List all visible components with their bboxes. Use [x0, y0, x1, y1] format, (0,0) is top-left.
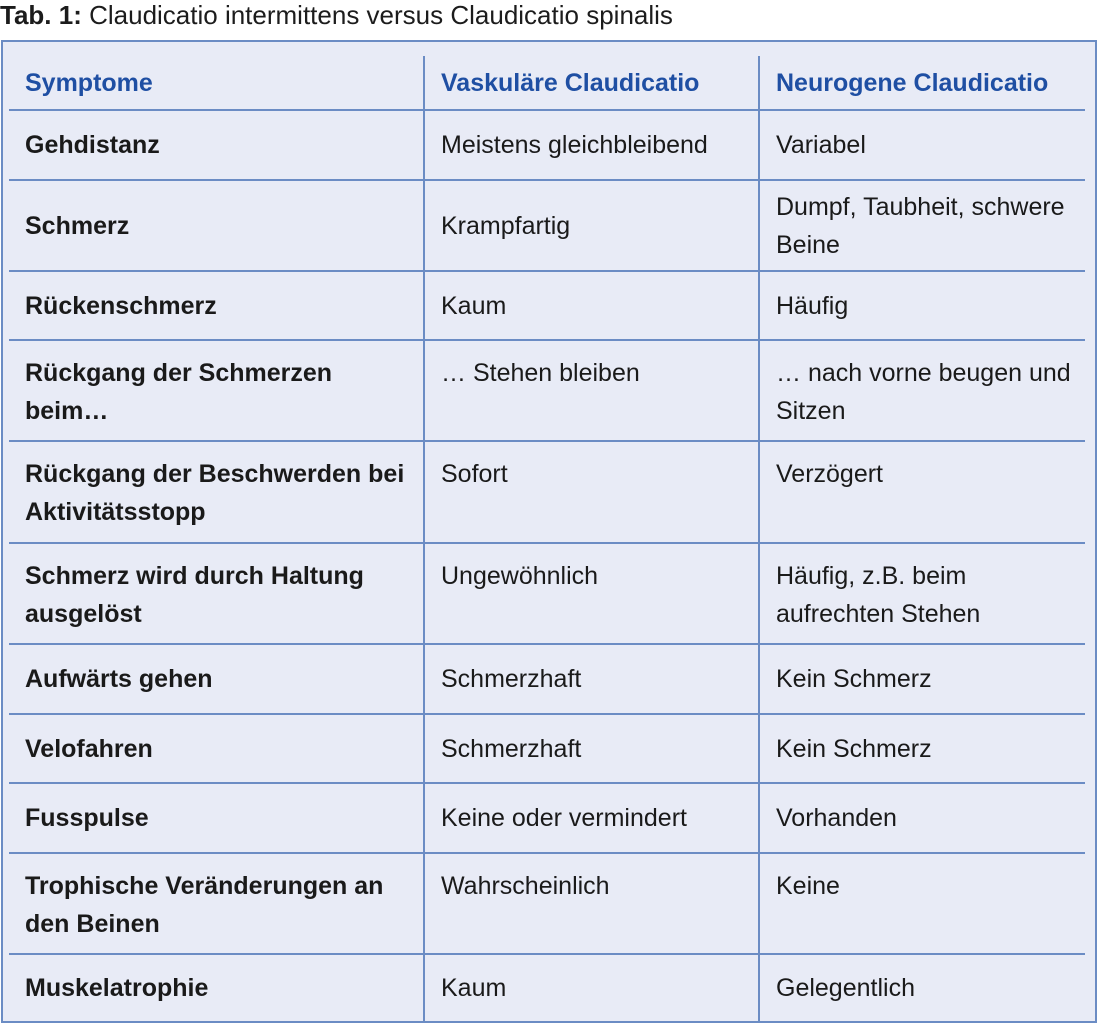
- row-label: Trophische Veränderungen an den Beinen: [9, 854, 425, 955]
- cell-neurogenic: Häufig: [760, 272, 1085, 341]
- row-label: Schmerz wird durch Haltung ausgelöst: [9, 544, 425, 645]
- cell-vascular: Krampfartig: [425, 181, 760, 272]
- caption-text: Claudicatio intermittens versus Claudicatio spinalis: [89, 0, 673, 30]
- cell-neurogenic: Dumpf, Taubheit, schwere Beine: [760, 181, 1085, 272]
- caption-label: Tab. 1:: [0, 0, 82, 30]
- comparison-table-panel: [1, 40, 1097, 1023]
- row-label: Rückgang der Schmerzen beim…: [9, 341, 425, 442]
- cell-vascular: … Stehen bleiben: [425, 341, 760, 442]
- table-caption: [0, 0, 673, 36]
- cell-vascular: Keine oder vermindert: [425, 784, 760, 854]
- cell-neurogenic: Verzögert: [760, 442, 1085, 544]
- cell-neurogenic: Vorhanden: [760, 784, 1085, 854]
- row-label: Gehdistanz: [9, 111, 425, 181]
- cell-neurogenic: Variabel: [760, 111, 1085, 181]
- cell-vascular: Sofort: [425, 442, 760, 544]
- cell-neurogenic: Keine: [760, 854, 1085, 955]
- column-header-vaskulaere: Vaskuläre Claudicatio: [425, 56, 760, 111]
- row-label: Aufwärts gehen: [9, 645, 425, 715]
- cell-vascular: Wahrscheinlich: [425, 854, 760, 955]
- cell-neurogenic: Gelegentlich: [776, 974, 915, 1002]
- cell-vascular: Schmerzhaft: [425, 715, 760, 784]
- comparison-table: [9, 56, 1085, 1021]
- row-label: Rückgang der Beschwerden bei Aktivitätsstopp: [9, 442, 425, 544]
- cell-vascular: Ungewöhnlich: [425, 544, 760, 645]
- row-label: Velofahren: [9, 715, 425, 784]
- row-label: Schmerz: [9, 181, 425, 272]
- row-label: Rückenschmerz: [9, 272, 425, 341]
- column-header-symptome: Symptome: [9, 56, 425, 111]
- cell-neurogenic: Häufig, z.B. beim aufrechten Stehen: [760, 544, 1085, 645]
- cell-neurogenic: Kein Schmerz: [760, 645, 1085, 715]
- column-header-neurogene: Neurogene Claudicatio: [760, 56, 1085, 111]
- cell-neurogenic: Kein Schmerz: [760, 715, 1085, 784]
- cell-neurogenic: … nach vorne beugen und Sitzen: [760, 341, 1085, 442]
- cell-vascular: Meistens gleichbleibend: [425, 111, 760, 181]
- row-label: Fusspulse: [9, 784, 425, 854]
- cell-vascular: Kaum: [425, 955, 760, 1021]
- cell-vascular: Schmerzhaft: [425, 645, 760, 715]
- row-label: Muskelatrophie: [9, 955, 425, 1021]
- cell-vascular: Kaum: [425, 272, 760, 341]
